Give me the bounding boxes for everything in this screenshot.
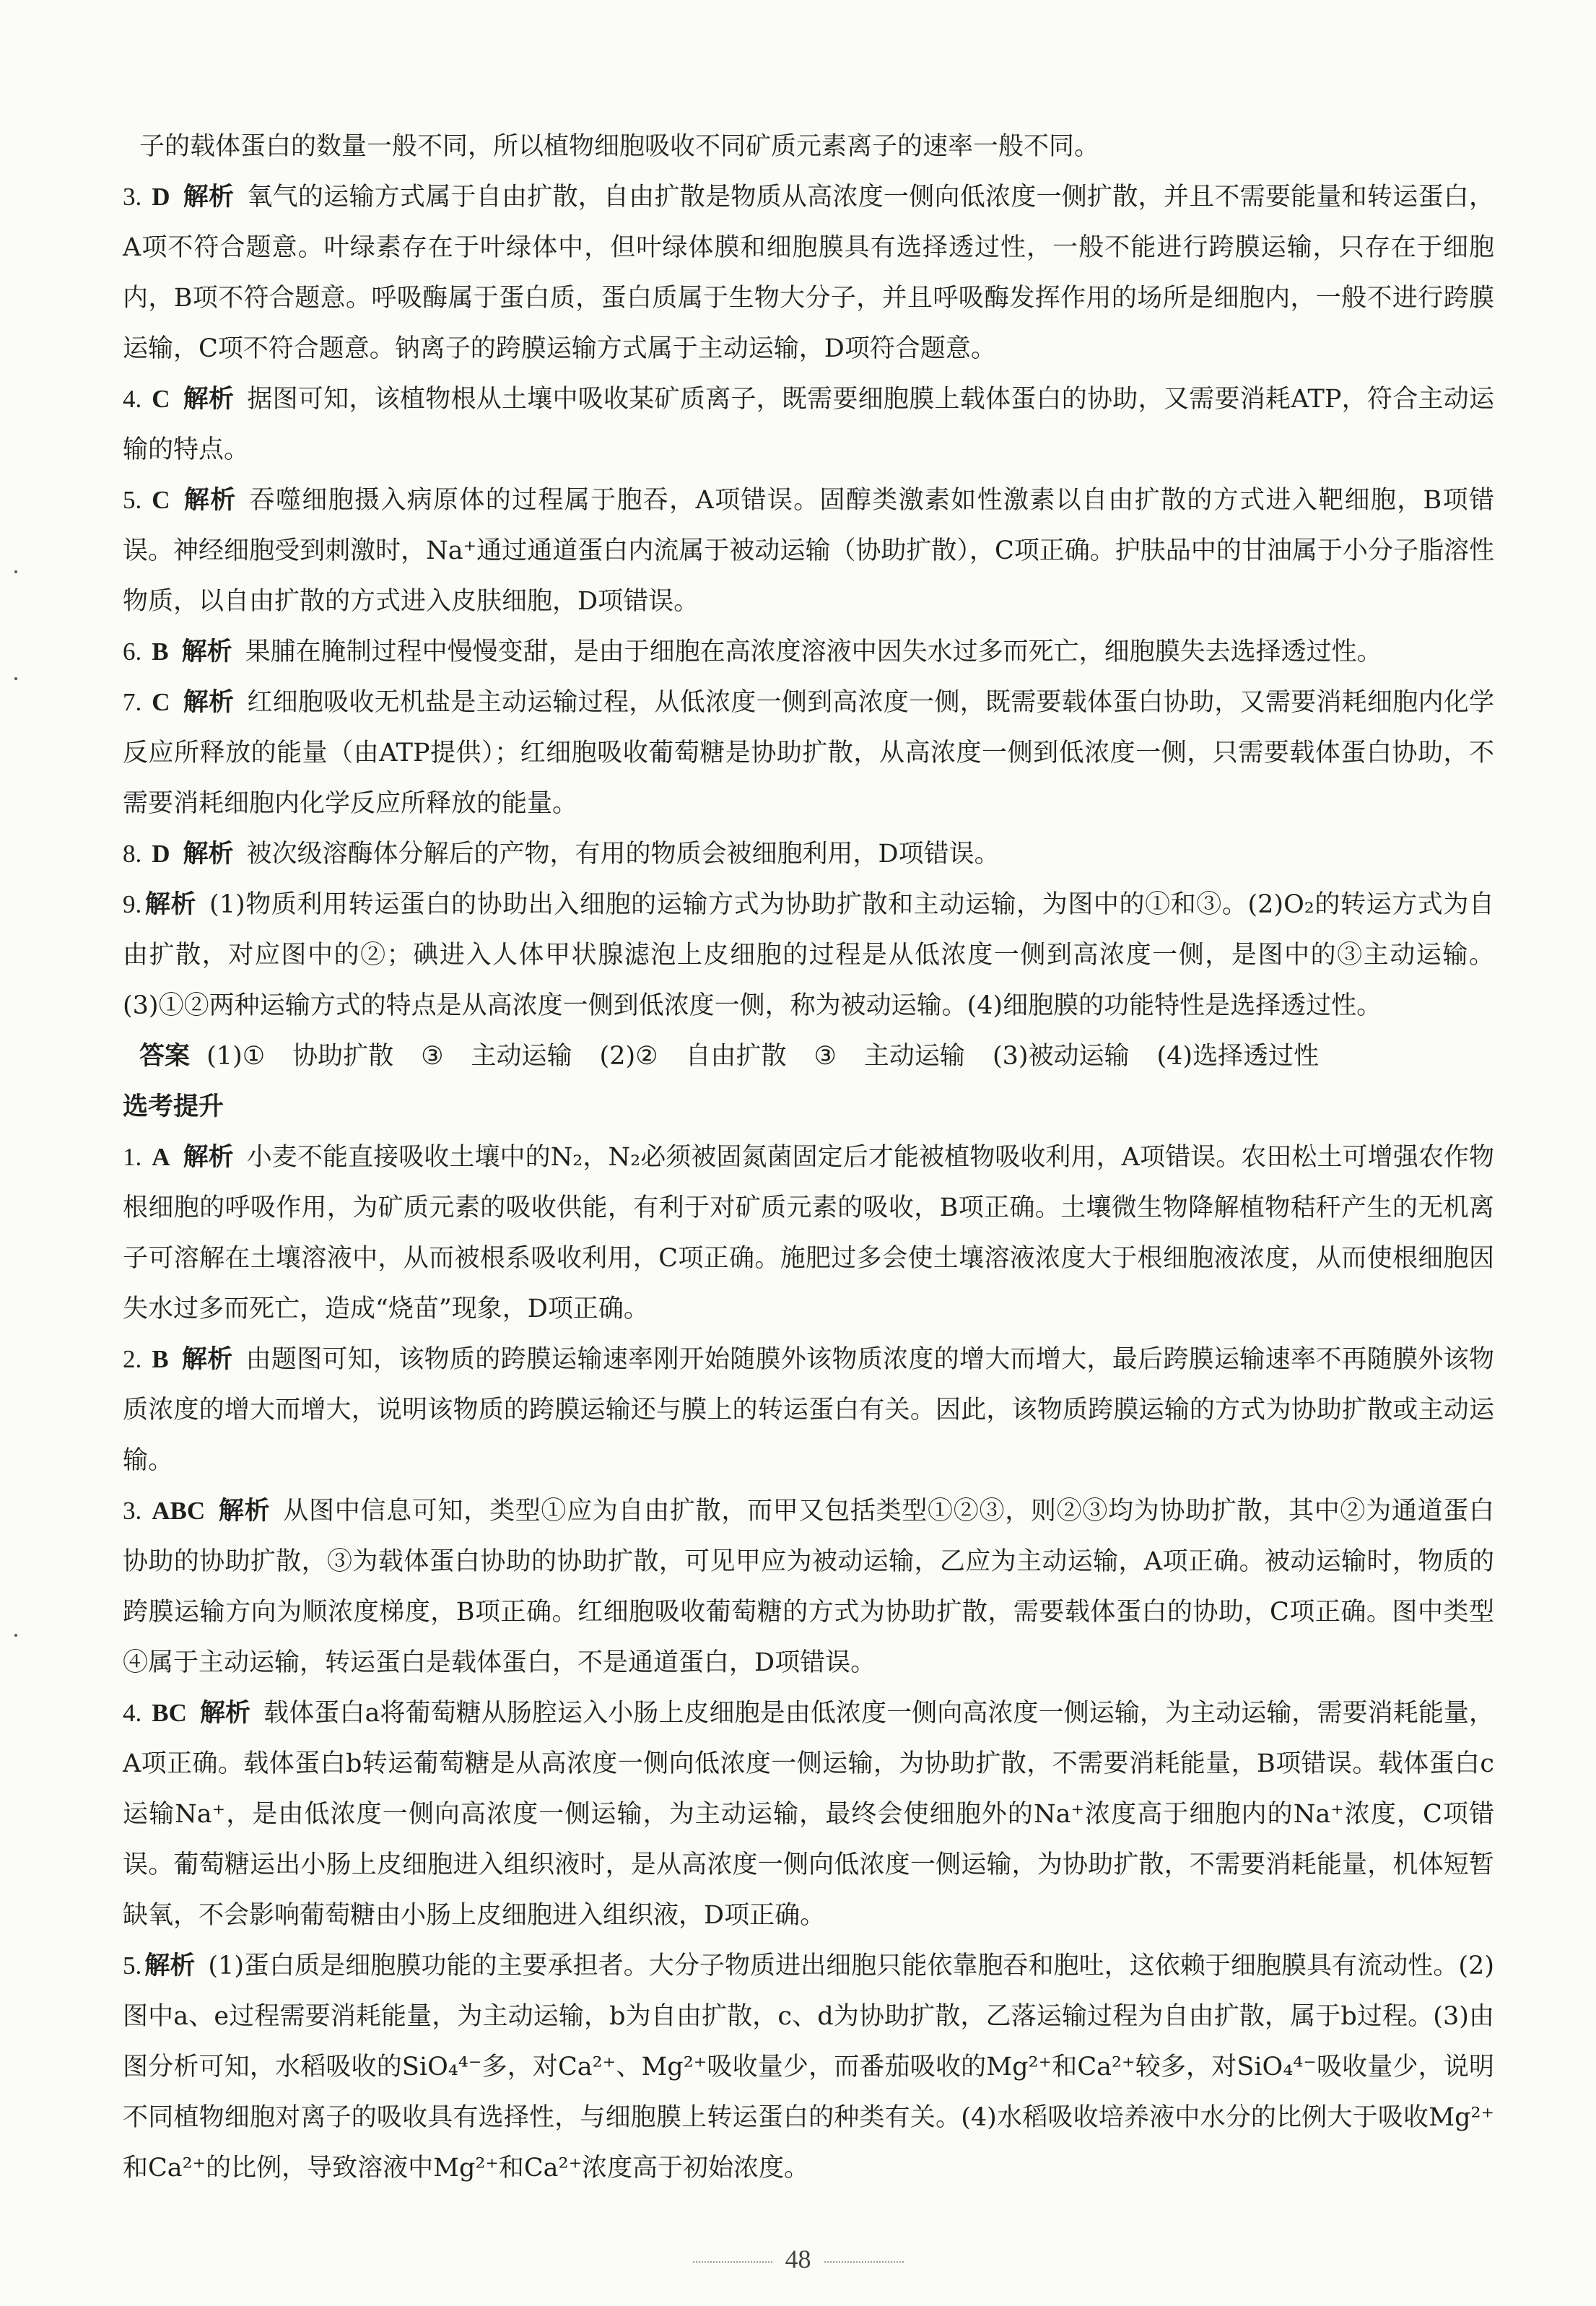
answer-segment: (1)① [206, 1042, 266, 1071]
page-footer [0, 2244, 1596, 2274]
footer-dash [693, 2261, 772, 2263]
item-answer: C [152, 486, 170, 514]
answer-item [123, 829, 1494, 879]
answer-segment: ③ [421, 1042, 444, 1071]
item-answer: C [152, 385, 170, 413]
item-number: 6. [123, 638, 142, 666]
answer-keyword: 答案 [139, 1042, 191, 1071]
analysis-keyword: 解析 [144, 1952, 196, 1980]
answer-segment: 主动运输 [471, 1042, 572, 1071]
item-answer: A [152, 1143, 170, 1171]
answer-item [123, 1688, 1494, 1941]
item-answer: ABC [152, 1497, 206, 1525]
analysis-keyword: 解析 [183, 1143, 234, 1172]
content-area [123, 121, 1494, 2193]
answer-item [123, 374, 1494, 475]
answer-segment: (3)被动运输 [992, 1042, 1130, 1071]
item-number: 5. [123, 1952, 142, 1980]
scan-mark [14, 677, 17, 680]
analysis-text: 氧气的运输方式属于自由扩散，自由扩散是物质从高浓度一侧向低浓度一侧扩散，并且不需要能量和转运蛋白，A项不符合题意。叶绿素存在于叶绿体中，但叶绿体膜和细胞膜具有选择透过性，一般不能进行跨膜运输，只存在于细胞内，B项不符合题意。呼吸酶属于蛋白质，蛋白质属于生物大分子，并且呼吸酶发挥作用的场所是细胞内，一般不进行跨膜运输，C项不符合题意。钠离子的跨膜运输方式属于主动运输，D项符合题意。 [123, 183, 1494, 363]
analysis-keyword: 解析 [181, 638, 232, 666]
analysis-keyword: 解析 [183, 688, 235, 717]
analysis-text: 载体蛋白a将葡萄糖从肠腔运入小肠上皮细胞是由低浓度一侧向高浓度一侧运输，为主动运输，需要消耗能量，A项正确。载体蛋白b转运葡萄糖是从高浓度一侧向低浓度一侧运输，为协助扩散，不需要消耗能量，B项错误。载体蛋白c运输Na⁺，是由低浓度一侧向高浓度一侧运输，为主动运输，最终会使细胞外的Na⁺浓度高于细胞内的Na⁺浓度，C项错误。葡萄糖运出小肠上皮细胞进入组织液时，是从高浓度一侧向低浓度一侧运输，为协助扩散，不需要消耗能量，机体短暂缺氧，不会影响葡萄糖由小肠上皮细胞进入组织液，D项正确。 [123, 1699, 1494, 1930]
answer-item [123, 1941, 1494, 2193]
item-answer: D [152, 183, 170, 211]
answers-list [123, 172, 1494, 1031]
item-answer: BC [152, 1699, 187, 1727]
item-answer: C [152, 688, 170, 716]
analysis-text: 由题图可知，该物质的跨膜运输速率刚开始随膜外该物质浓度的增大而增大，最后跨膜运输速率不再随膜外该物质浓度的增大而增大，说明该物质的跨膜运输还与膜上的转运蛋白有关。因此，该物质跨膜运输的方式为协助扩散或主动运输。 [123, 1345, 1494, 1475]
item-answer: B [152, 638, 169, 666]
continued-paragraph: 子的载体蛋白的数量一般不同，所以植物细胞吸收不同矿质元素离子的速率一般不同。 [139, 132, 1100, 161]
scan-mark [14, 570, 17, 573]
answer-segment: 主动运输 [863, 1042, 965, 1071]
analysis-text: 红细胞吸收无机盐是主动运输过程，从低浓度一侧到高浓度一侧，既需要载体蛋白协助，又需要消耗细胞内化学反应所释放的能量（由ATP提供）；红细胞吸收葡萄糖是协助扩散，从高浓度一侧到低浓度一侧，只需要载体蛋白协助，不需要消耗细胞内化学反应所释放的能量。 [123, 688, 1494, 818]
item-number: 3. [123, 183, 142, 211]
analysis-keyword: 解析 [183, 385, 235, 414]
item-number: 4. [123, 385, 142, 413]
item-answer: B [152, 1345, 169, 1373]
advanced-answers-list [123, 1132, 1494, 2193]
item-number: 7. [123, 688, 142, 716]
analysis-text: 被次级溶酶体分解后的产物，有用的物质会被细胞利用，D项错误。 [246, 840, 1000, 869]
analysis-keyword: 解析 [199, 1699, 251, 1728]
analysis-text: 吞噬细胞摄入病原体的过程属于胞吞，A项错误。固醇类激素如性激素以自由扩散的方式进入靶细胞，B项错误。神经细胞受到刺激时，Na⁺通过通道蛋白内流属于被动运输（协助扩散），C项正确。护肤品中的甘油属于小分子脂溶性物质，以自由扩散的方式进入皮肤细胞，D项错误。 [123, 486, 1494, 616]
section-title: 选考提升 [123, 1092, 224, 1121]
item-number: 3. [123, 1497, 142, 1525]
item-number: 8. [123, 840, 142, 868]
answer-segment: (4)选择透过性 [1156, 1042, 1320, 1071]
answer-item [123, 627, 1494, 677]
analysis-keyword: 解析 [144, 890, 197, 919]
footer-dash [824, 2261, 904, 2263]
answer-item [123, 879, 1494, 1031]
analysis-text: (1)蛋白质是细胞膜功能的主要承担者。大分子物质进出细胞只能依靠胞吞和胞吐，这依赖于细胞膜具有流动性。(2)图中a、e过程需要消耗能量，为主动运输，b为自由扩散，c、d为协助扩散，乙落运输过程为自由扩散，属于b过程。(3)由图分析可知，水稻吸收的SiO₄⁴⁻多，对Ca²⁺、Mg²⁺吸收量少，而番茄吸收的Mg²⁺和Ca²⁺较多，对SiO₄⁴⁻吸收量少，说明不同植物细胞对离子的吸收具有选择性，与细胞膜上转运蛋白的种类有关。(4)水稻吸收培养液中水分的比例大于吸收Mg²⁺和Ca²⁺的比例，导致溶液中Mg²⁺和Ca²⁺浓度高于初始浓度。 [123, 1952, 1494, 2183]
answer-segment: 自由扩散 [685, 1042, 787, 1071]
analysis-keyword: 解析 [181, 1345, 233, 1374]
answer-item [123, 1132, 1494, 1334]
item-number: 9. [123, 890, 142, 918]
answer-segment: 协助扩散 [292, 1042, 394, 1071]
item-number: 1. [123, 1143, 142, 1171]
analysis-keyword: 解析 [183, 486, 237, 515]
answer-item [123, 1486, 1494, 1688]
answer-item [123, 172, 1494, 374]
scan-mark [14, 1634, 17, 1637]
answer-item [123, 475, 1494, 627]
analysis-keyword: 解析 [183, 183, 235, 212]
item-number: 4. [123, 1699, 142, 1727]
answer-segment: (2)② [599, 1042, 658, 1071]
analysis-text: 从图中信息可知，类型①应为自由扩散，而甲又包括类型①②③，则②③均为协助扩散，其中②为通道蛋白协助的协助扩散，③为载体蛋白协助的协助扩散，可见甲应为被动运输，乙应为主动运输，A项正确。被动运输时，物质的跨膜运输方向为顺浓度梯度，B项正确。红细胞吸收葡萄糖的方式为协助扩散，需要载体蛋白的协助，C项正确。图中类型④属于主动运输，转运蛋白是载体蛋白，不是通道蛋白，D项错误。 [123, 1497, 1494, 1677]
answer-summary [123, 1031, 1494, 1082]
analysis-text: 果脯在腌制过程中慢慢变甜，是由于细胞在高浓度溶液中因失水过多而死亡，细胞膜失去选择透过性。 [245, 638, 1382, 666]
answer-item [123, 1334, 1494, 1486]
analysis-keyword: 解析 [218, 1497, 271, 1526]
analysis-text: 据图可知，该植物根从土壤中吸收某矿质离子，既需要细胞膜上载体蛋白的协助，又需要消耗ATP，符合主动运输的特点。 [123, 385, 1494, 464]
item-answer: D [152, 840, 170, 868]
item-number: 2. [123, 1345, 142, 1373]
page-number: 48 [785, 2245, 811, 2274]
item-number: 5. [123, 486, 142, 514]
analysis-keyword: 解析 [183, 840, 234, 869]
analysis-text: (1)物质利用转运蛋白的协助出入细胞的运输方式为协助扩散和主动运输，为图中的①和③。(2)O₂的转运方式为自由扩散，对应图中的②；碘进入人体甲状腺滤泡上皮细胞的过程是从低浓度一侧到高浓度一侧，是图中的③主动运输。(3)①②两种运输方式的特点是从高浓度一侧到低浓度一侧，称为被动运输。(4)细胞膜的功能特性是选择透过性。 [123, 890, 1494, 1020]
answer-item [123, 677, 1494, 829]
analysis-text: 小麦不能直接吸收土壤中的N₂，N₂必须被固氮菌固定后才能被植物吸收利用，A项错误。农田松土可增强农作物根细胞的呼吸作用，为矿质元素的吸收供能，有利于对矿质元素的吸收，B项正确。土壤微生物降解植物秸秆产生的无机离子可溶解在土壤溶液中，从而被根系吸收利用，C项正确。施肥过多会使土壤溶液浓度大于根细胞液浓度，从而使根细胞因失水过多而死亡，造成“烧苗”现象，D项正确。 [123, 1143, 1494, 1323]
answer-segment: ③ [814, 1042, 837, 1071]
